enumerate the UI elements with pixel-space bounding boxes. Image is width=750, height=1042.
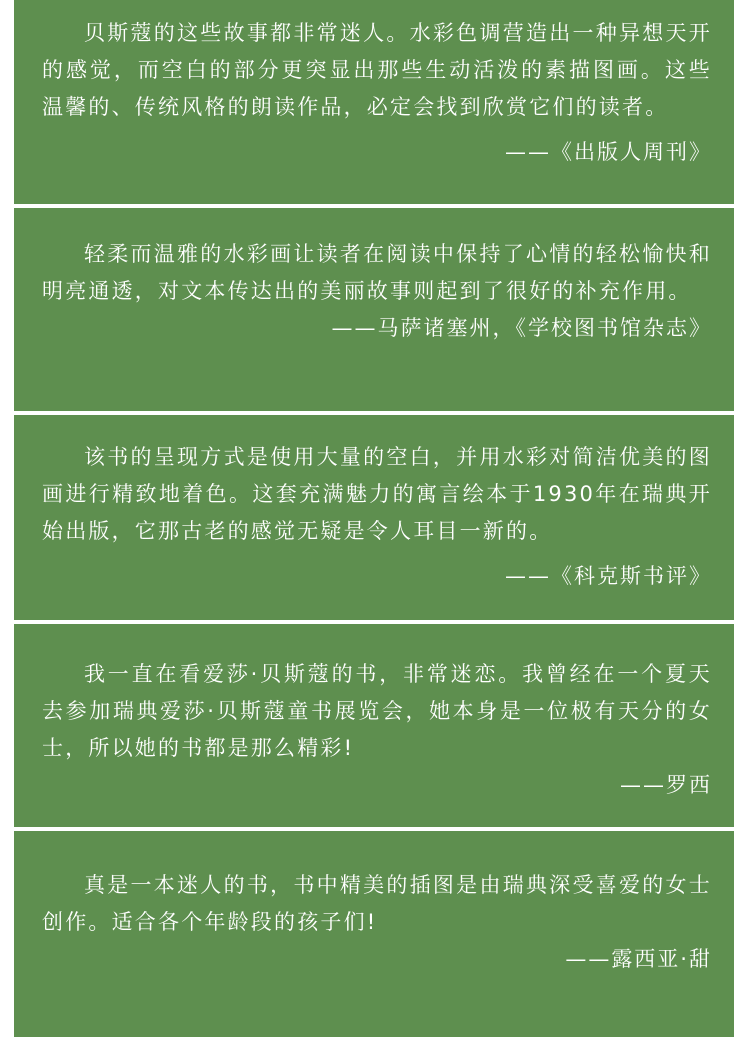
review-card-kirkus-reviews [14,415,734,620]
review-source: ——《科克斯书评》 [505,564,712,588]
review-text: 该书的呈现方式是使用大量的空白，并用水彩对简洁优美的图画进行精致地着色。这套充满魅力的寓言绘本于1930年在瑞典开始出版，它那古老的感觉无疑是令人耳目一新的。 [42,445,712,543]
review-source: ——露西亚·甜 [565,947,712,971]
review-card-lucia [14,831,734,1037]
review-text: 真是一本迷人的书，书中精美的插图是由瑞典深受喜爱的女士创作。适合各个年龄段的孩子们! [42,873,712,934]
review-card-publishers-weekly [14,0,734,204]
review-card-school-library-journal [14,208,734,411]
review-text: 轻柔而温雅的水彩画让读者在阅读中保持了心情的轻松愉快和明亮通透，对文本传达出的美丽故事则起到了很好的补充作用。 [42,242,712,303]
review-text: 我一直在看爱莎·贝斯蔻的书，非常迷恋。我曾经在一个夏天去参加瑞典爱莎·贝斯蔻童书展览会，她本身是一位极有天分的女士，所以她的书都是那么精彩! [42,662,712,760]
review-text: 贝斯蔻的这些故事都非常迷人。水彩色调营造出一种异想天开的感觉，而空白的部分更突显出那些生动活泼的素描图画。这些温馨的、传统风格的朗读作品，必定会找到欣赏它们的读者。 [42,21,712,119]
review-card-rosie [14,624,734,827]
review-source: ——罗西 [620,773,712,797]
review-source: ——马萨诸塞州，《学校图书馆杂志》 [331,316,712,340]
review-source: ——《出版人周刊》 [505,140,712,164]
